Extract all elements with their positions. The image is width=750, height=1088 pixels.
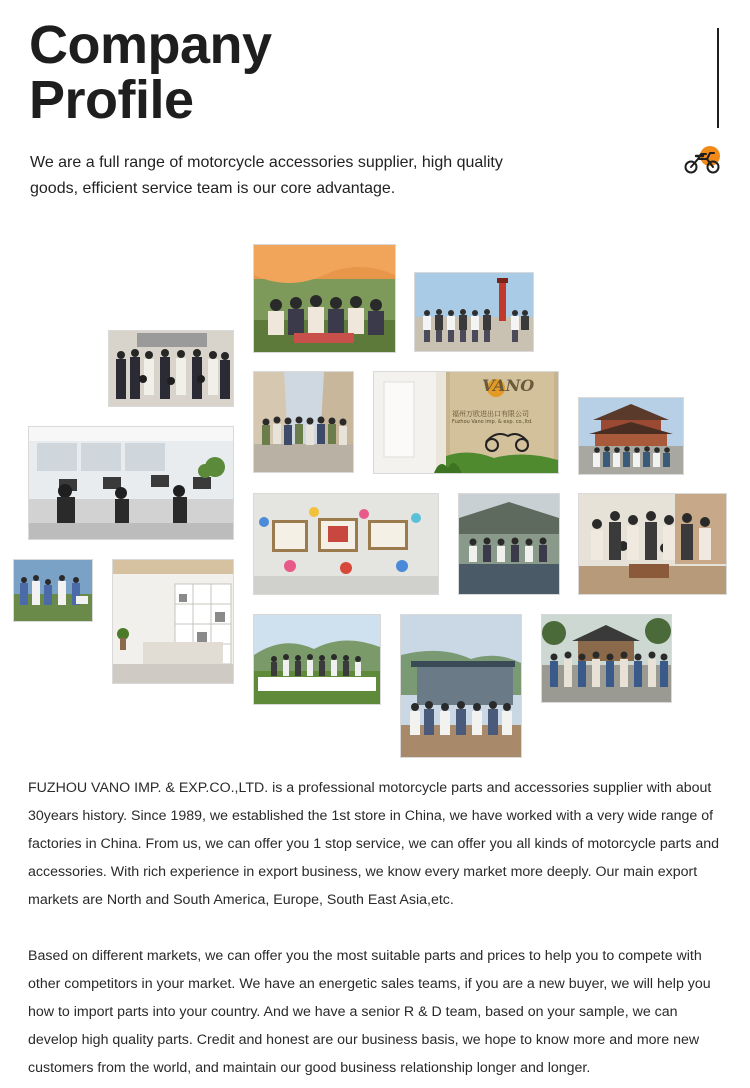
photo-outdoor-small-group	[13, 559, 93, 622]
photo-office-group	[108, 330, 234, 407]
photo-street-group	[253, 371, 354, 473]
photo-decorated-wall	[253, 493, 439, 595]
sign-english-name: Fuzhou Vano imp. & exp. co.,ltd.	[452, 419, 533, 425]
photo-temple-group	[541, 614, 672, 703]
photo-team-lighthouse	[414, 272, 534, 352]
photo-showroom-shelves	[112, 559, 234, 684]
photo-lawn-sign-group	[253, 614, 381, 705]
photo-team-picnic	[253, 244, 396, 353]
photo-pavilion-group	[578, 397, 684, 475]
sign-chinese-name: 福州万欧进出口有限公司	[452, 410, 529, 418]
photo-office-workstations	[28, 426, 234, 540]
intro-paragraph: FUZHOU VANO IMP. & EXP.CO.,LTD. is a professional motorcycle parts and accessories supplier with about 30years history. Since 1989, we established the 1st store in China, we have worked with a very wide range of factories in China. From us, we can offer you 1 stop service, we can offer you all kinds of motorcycle parts and accessories. With rich experience in export business, we know every market more deeply. Our main export markets are North and South America, Europe, South East Asia,etc.	[28, 780, 720, 908]
advantages-paragraph: Based on different markets, we can offer you the most suitable parts and prices to help you to compete with other competitors in your market. We have an energetic sales teams, if you are a new buyer, we will help you how to import parts into your country. And we have a senior R & D team, based on your sample, we can develop high quality parts. Credit and honest are our business basis, we hope to know more and more new customers from the world, and maintain our good business relationship longer and longer.	[28, 948, 711, 1076]
photo-courtyard-group	[458, 493, 560, 595]
sign-logo: VANO	[482, 376, 535, 395]
motorcycle-icon	[682, 143, 722, 175]
title-line-2: Profile	[29, 70, 194, 130]
photo-company-sign	[373, 371, 559, 474]
vertical-divider	[717, 28, 719, 128]
tagline: We are a full range of motorcycle accessories supplier, high quality goods, efficient service team is our core advantage.	[30, 154, 503, 197]
title-line-1: Company	[29, 15, 272, 75]
photo-celebration-group	[578, 493, 727, 595]
photo-deck-group	[400, 614, 522, 758]
page-title	[29, 15, 272, 130]
